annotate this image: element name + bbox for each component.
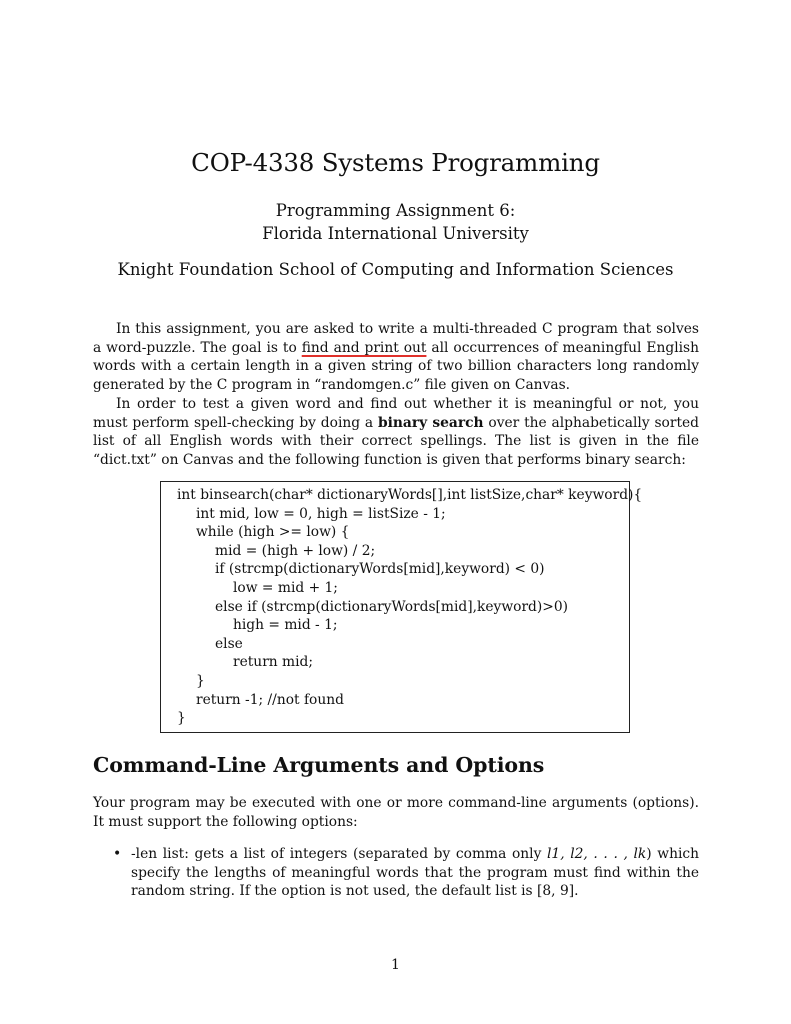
- intro-text: over the alphabetically sorted list of all English words with their correct spellings. The list is given in the file “dict.txt” on Canvas and the following function is given that performs binary search:: [93, 414, 699, 468]
- option-text: ) which specify the lengths of meaningful words that the program must find within the random string. If the option is not used, the default list is [8, 9].: [131, 846, 699, 900]
- code-line: while (high >= low) {: [196, 524, 350, 541]
- option-text: -len list: gets a list of integers (separated by comma only: [131, 846, 548, 862]
- bold-phrase: binary search: [377, 414, 484, 431]
- section-intro: Your program may be executed with one or more command-line arguments (options). It must support the following options:: [93, 795, 699, 830]
- code-line: }: [177, 710, 186, 727]
- intro-text: all occurrences of meaningful English words with a certain length in a given string of two billion characters long randomly generated by the C program in “randomgen.c” file given on Canvas.: [93, 339, 699, 393]
- code-line: int binsearch(char* dictionaryWords[],int listSize,char* keyword){: [177, 487, 643, 503]
- code-line: high = mid - 1;: [233, 617, 338, 634]
- school-name: Knight Foundation School of Computing and Information Sciences: [117, 260, 674, 279]
- len-option-item: [131, 845, 699, 901]
- page-number: 1: [391, 957, 400, 973]
- intro-paragraph-1: [93, 320, 699, 394]
- code-line: low = mid + 1;: [233, 580, 338, 596]
- section-heading: Command-Line Arguments and Options: [93, 753, 545, 777]
- document-title: COP-4338 Systems Programming: [191, 148, 600, 177]
- code-line: if (strcmp(dictionaryWords[mid],keyword) < 0): [215, 561, 545, 578]
- assignment-label: Programming Assignment 6:: [275, 201, 516, 220]
- university-name: Florida International University: [262, 224, 529, 243]
- highlighted-phrase: find and print out: [301, 339, 427, 356]
- math-expression: l1, l2, . . . , lk: [547, 846, 647, 862]
- code-line: else if (strcmp(dictionaryWords[mid],keyword)>0): [215, 598, 568, 615]
- code-listing: [160, 481, 643, 733]
- bullet-icon: •: [113, 846, 122, 862]
- intro-text: In order to test a given word and find out whether it is meaningful or not, you must perform spell-checking by doing a: [93, 396, 699, 431]
- code-line: else: [215, 635, 243, 652]
- code-line: mid = (high + low) / 2;: [215, 542, 376, 559]
- intro-text: In this assignment, you are asked to write a multi-threaded C program that solves a word-puzzle. The goal is to: [93, 321, 699, 356]
- intro-paragraph-2: [93, 395, 699, 469]
- code-line: return mid;: [233, 654, 314, 671]
- code-line: }: [196, 673, 205, 689]
- code-line: return -1; //not found: [196, 691, 344, 708]
- code-line: int mid, low = 0, high = listSize - 1;: [196, 505, 446, 522]
